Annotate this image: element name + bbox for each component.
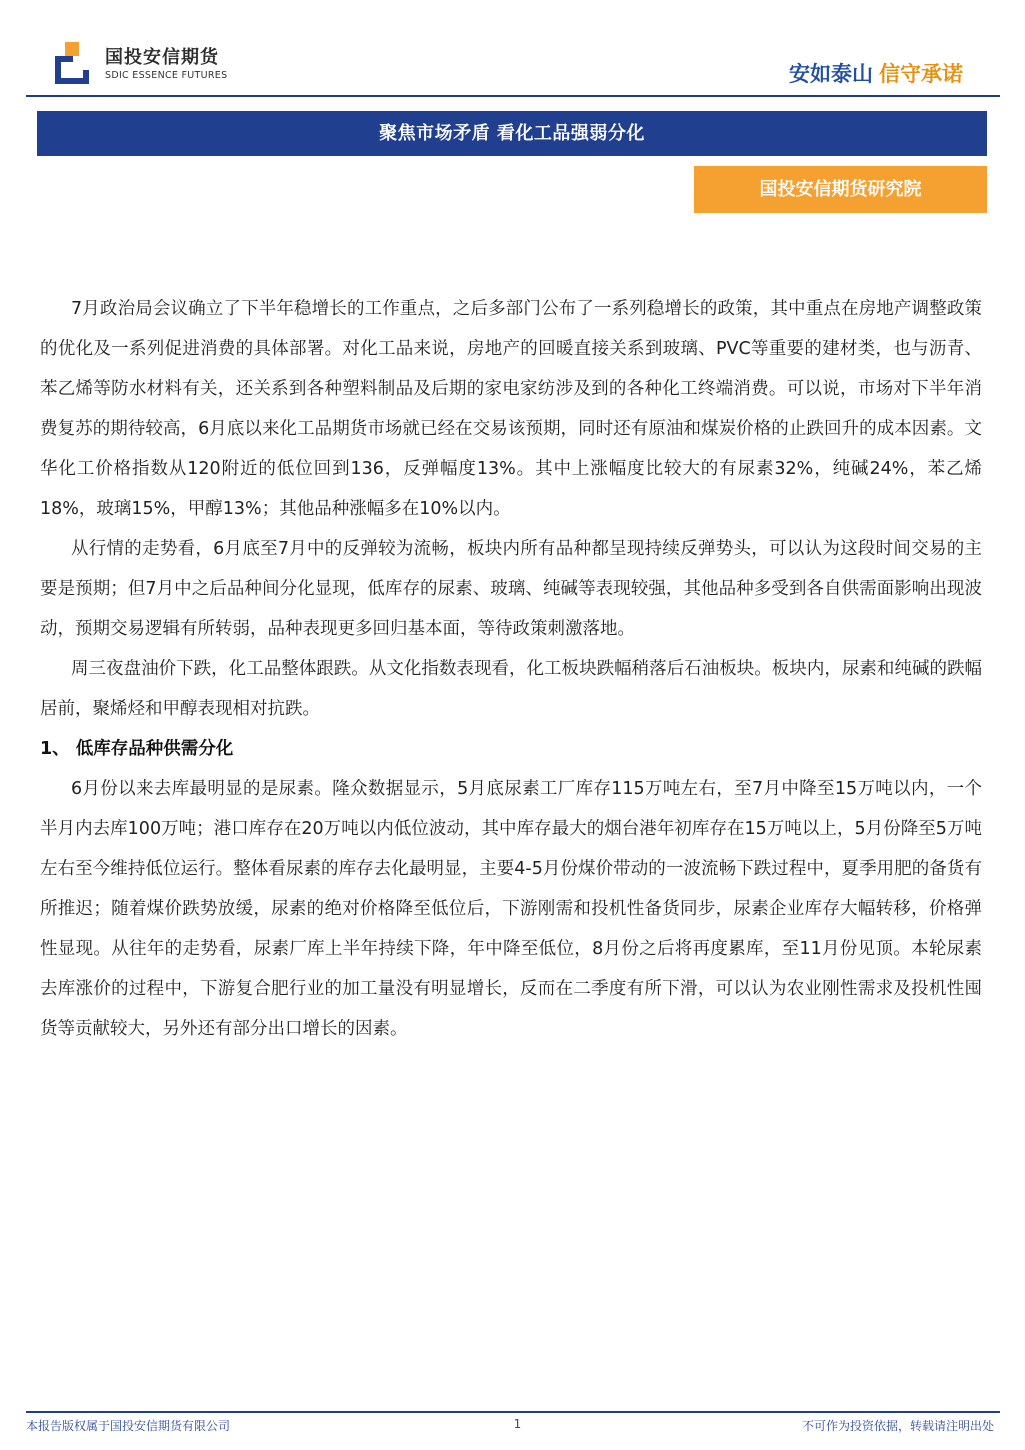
slogan-part2: 信守承诺	[879, 62, 963, 86]
report-title: 聚焦市场矛盾 看化工品强弱分化	[37, 111, 987, 156]
logo-chinese-name: 国投安信期货	[105, 47, 219, 68]
footer-disclaimer: 不可作为投资依据，转载请注明出处	[801, 1419, 994, 1433]
slogan	[789, 58, 963, 88]
footer-divider	[26, 1411, 1000, 1413]
section-1-heading: 1、 低库存品种供需分化	[40, 739, 234, 759]
logo-mark-icon	[53, 42, 97, 86]
paragraph-3: 周三夜盘油价下跌，化工品整体跟跌。从文化指数表现看，化工板块跌幅稍落后石油板块。板块内，尿素和纯碱的跌幅居前，聚烯烃和甲醇表现相对抗跌。	[40, 659, 982, 719]
header-divider	[26, 95, 1000, 97]
report-body	[40, 289, 982, 1049]
paragraph-2: 从行情的走势看，6月底至7月中的反弹较为流畅，板块内所有品种都呈现持续反弹势头，可以认为这段时间交易的主要是预期；但7月中之后品种间分化显现，低库存的尿素、玻璃、纯碱等表现较强，其他品种多受到各自供需面影响出现波动，预期交易逻辑有所转弱，品种表现更多回归基本面，等待政策刺激落地。	[40, 539, 982, 639]
page-number: 1	[513, 1417, 522, 1431]
logo-english-name: SDIC ESSENCE FUTURES	[105, 70, 228, 81]
paragraph-4: 6月份以来去库最明显的是尿素。隆众数据显示，5月底尿素工厂库存115万吨左右，至7月中降至15万吨以内，一个半月内去库100万吨；港口库存在20万吨以内低位波动，其中库存最大的烟台港年初库存在15万吨以上，5月份降至5万吨左右至今维持低位运行。整体看尿素的库存去化最明显，主要4-5月份煤价带动的一波流畅下跌过程中，夏季用肥的备货有所推迟；随着煤价跌势放缓，尿素的绝对价格降至低位后，下游刚需和投机性备货同步，尿素企业库存大幅转移，价格弹性显现。从往年的走势看，尿素厂库上半年持续下降，年中降至低位，8月份之后将再度累库，至11月份见顶。本轮尿素去库涨价的过程中，下游复合肥行业的加工量没有明显增长，反而在二季度有所下滑，可以认为农业刚性需求及投机性囤货等贡献较大，另外还有部分出口增长的因素。	[40, 779, 982, 1039]
paragraph-1: 7月政治局会议确立了下半年稳增长的工作重点，之后多部门公布了一系列稳增长的政策，其中重点在房地产调整政策的优化及一系列促进消费的具体部署。对化工品来说，房地产的回暖直接关系到玻璃、PVC等重要的建材类，也与沥青、苯乙烯等防水材料有关，还关系到各种塑料制品及后期的家电家纺涉及到的各种化工终端消费。可以说，市场对下半年消费复苏的期待较高，6月底以来化工品期货市场就已经在交易该预期，同时还有原油和煤炭价格的止跌回升的成本因素。文华化工价格指数从120附近的低位回到136，反弹幅度13%。其中上涨幅度比较大的有尿素32%，纯碱24%，苯乙烯18%，玻璃15%，甲醇13%；其他品种涨幅多在10%以内。	[40, 299, 982, 519]
page-header	[0, 0, 1025, 100]
slogan-part1: 安如泰山	[789, 62, 873, 86]
company-logo	[53, 40, 233, 88]
institute-tag: 国投安信期货研究院	[694, 166, 987, 213]
footer-copyright: 本报告版权属于国投安信期货有限公司	[26, 1419, 231, 1433]
